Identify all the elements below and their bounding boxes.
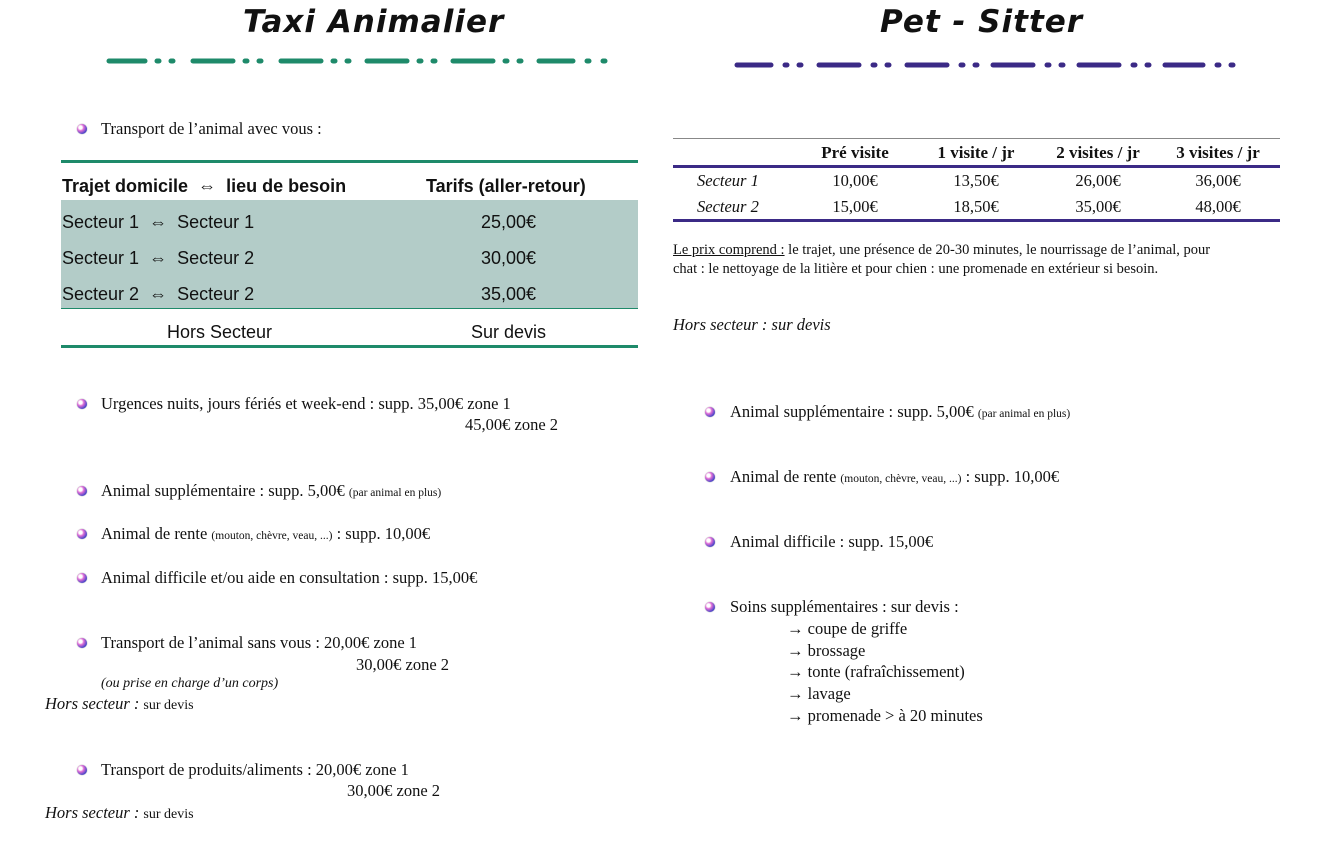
pet-row-1-pre: 10,00€	[832, 171, 878, 190]
bullet-icon	[77, 573, 87, 583]
pet-row-1-v3: 36,00€	[1195, 171, 1241, 190]
pet-row-1-v1: 13,50€	[953, 171, 999, 190]
taxi-footer-price: Sur devis	[471, 322, 547, 342]
pet-soins-item: → promenade > à 20 minutes	[787, 706, 983, 725]
taxi-table-mid-rule	[61, 308, 638, 309]
bullet-icon	[77, 638, 87, 648]
taxi-row-1-price: 25,00€	[481, 212, 537, 232]
pet-table-top-rule	[673, 138, 1280, 139]
taxi-row-1-route: Secteur 1 ⇔ Secteur 1	[62, 212, 255, 232]
pet-price-note-line1: Le prix comprend : le trajet, une présence de 20-30 minutes, le nourrissage de l’animal, pour	[673, 242, 1211, 258]
taxi-title-underline	[105, 54, 615, 68]
pet-row-2-v2: 35,00€	[1075, 197, 1121, 216]
taxi-animal-difficile: Animal difficile et/ou aide en consultation : supp. 15,00€	[101, 568, 478, 587]
pet-soins-item: → lavage	[787, 684, 851, 703]
bullet-icon	[705, 407, 715, 417]
pet-animal-supp: Animal supplémentaire : supp. 5,00€ (par animal en plus)	[730, 402, 1071, 421]
taxi-animal-supp: Animal supplémentaire : supp. 5,00€ (par animal en plus)	[101, 481, 442, 500]
pet-price-note-line2: chat : le nettoyage de la litière et pour chien : une promenade en extérieur si besoin.	[673, 261, 1159, 277]
taxi-urgences-line2: 45,00€ zone 2	[465, 415, 559, 434]
taxi-animal-rente: Animal de rente (mouton, chèvre, veau, ...) : supp. 10,00€	[101, 524, 431, 543]
taxi-intro: Transport de l’animal avec vous :	[101, 119, 322, 138]
pet-row-1-label: Secteur 1	[697, 171, 759, 190]
taxi-title: Taxi Animalier	[243, 4, 505, 40]
pet-row-2-label: Secteur 2	[697, 197, 759, 216]
taxi-produits-line2: 30,00€ zone 2	[347, 781, 441, 800]
pet-soins-item: → tonte (rafraîchissement)	[787, 662, 965, 681]
pet-row-2-v1: 18,50€	[953, 197, 999, 216]
pet-animal-rente: Animal de rente (mouton, chèvre, veau, ...) : supp. 10,00€	[730, 467, 1060, 486]
bullet-icon	[705, 602, 715, 612]
pet-animal-difficile: Animal difficile : supp. 15,00€	[730, 532, 934, 551]
pet-hors-secteur: Hors secteur : sur devis	[673, 315, 831, 334]
bullet-icon	[77, 124, 87, 134]
pet-soins-label: Soins supplémentaires : sur devis :	[730, 597, 959, 616]
taxi-table-bottom-rule	[61, 345, 638, 348]
pet-title-underline	[733, 58, 1243, 72]
taxi-sans-vous-note: (ou prise en charge d’un corps)	[101, 676, 279, 691]
bullet-icon	[77, 529, 87, 539]
pet-header-1-visite: 1 visite / jr	[937, 143, 1015, 162]
pet-title: Pet - Sitter	[880, 4, 1084, 40]
taxi-row-2-route: Secteur 1 ⇔ Secteur 2	[62, 248, 255, 268]
taxi-header-trajet: Trajet domicile ⇔ lieu de besoin	[62, 176, 347, 196]
taxi-row-3-route: Secteur 2 ⇔ Secteur 2	[62, 284, 255, 304]
taxi-urgences-line1: Urgences nuits, jours fériés et week-end : supp. 35,00€ zone 1	[101, 394, 511, 413]
bullet-icon	[77, 486, 87, 496]
taxi-row-2-price: 30,00€	[481, 248, 537, 268]
taxi-table-top-rule	[61, 160, 638, 163]
pet-row-2-pre: 15,00€	[832, 197, 878, 216]
bullet-icon	[705, 537, 715, 547]
pet-header-2-visites: 2 visites / jr	[1056, 143, 1140, 162]
pet-header-pre-visite: Pré visite	[821, 143, 889, 162]
pet-table-header-rule	[673, 165, 1280, 168]
taxi-hors-secteur-2: Hors secteur : sur devis	[45, 803, 194, 822]
pet-header-3-visites: 3 visites / jr	[1176, 143, 1260, 162]
bullet-icon	[77, 399, 87, 409]
pet-table-bottom-rule	[673, 219, 1280, 222]
taxi-footer-label: Hors Secteur	[167, 322, 273, 342]
taxi-row-3-price: 35,00€	[481, 284, 537, 304]
pet-row-2-v3: 48,00€	[1195, 197, 1241, 216]
pet-row-1-v2: 26,00€	[1075, 171, 1121, 190]
pet-soins-item: → brossage	[787, 641, 866, 660]
taxi-sans-vous-line2: 30,00€ zone 2	[356, 655, 450, 674]
taxi-header-tarifs: Tarifs (aller-retour)	[426, 176, 586, 196]
taxi-sans-vous-line1: Transport de l’animal sans vous : 20,00€ zone 1	[101, 633, 418, 652]
bullet-icon	[705, 472, 715, 482]
bullet-icon	[77, 765, 87, 775]
taxi-produits-line1: Transport de produits/aliments : 20,00€ zone 1	[101, 760, 409, 779]
pet-soins-item: → coupe de griffe	[787, 619, 908, 638]
taxi-hors-secteur-1: Hors secteur : sur devis	[45, 694, 194, 713]
